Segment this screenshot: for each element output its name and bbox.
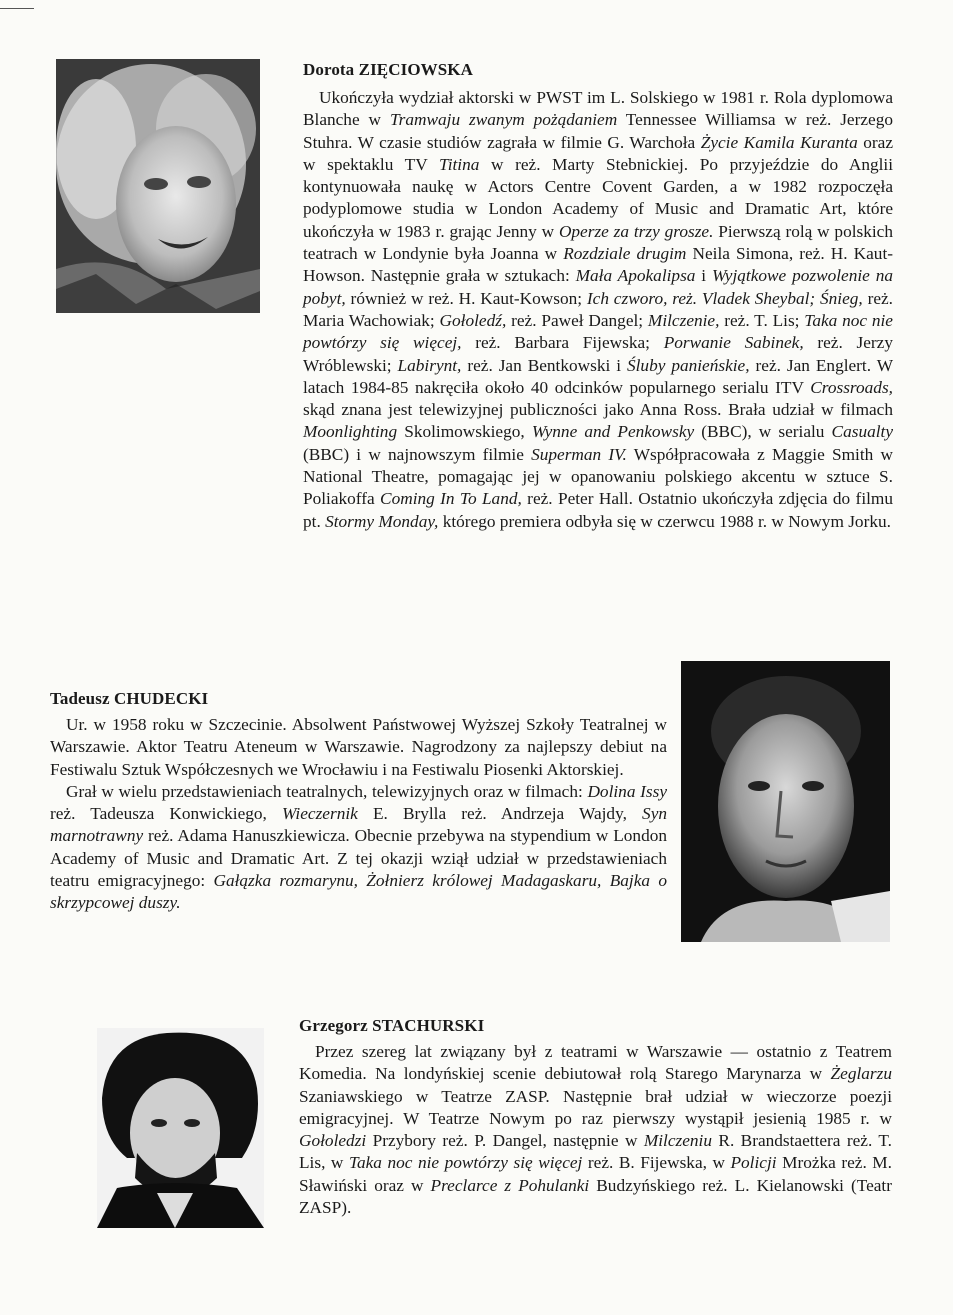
top-rule: [0, 8, 34, 9]
actor-bio-2: Ur. w 1958 roku w Szczecinie. Absolwent Państwowej Wyższej Szkoły Teatralnej w Warszawie. Aktor Teatru Ateneum w Warszawie. Nagrodzony za najlepszy debiut na Festiwalu Sztuk Współczesnych we Wrocławiu i na Festiwalu Piosenki Aktorskiej. Grał w wielu przedstawieniach teatralnych, telewizyjnych oraz w filmach: Dolina Issy reż. Tadeusza Konwickiego, Wieczernik E. Brylla reż. Andrzeja Wajdy, Syn marnotrawny reż. Adama Hanuszkiewicza. Obecnie przebywa na stypendium w London Academy of Music and Dramatic Art. Z tej okazji wziął udział w przedstawieniach teatru emigracyjnego: Gałązka rozmarynu, Żołnierz królowej Madagaskaru, Bajka o skrzypcowej duszy.: [50, 715, 668, 913]
first-name: Dorota: [303, 60, 355, 79]
last-name: STACHURSKI: [372, 1016, 485, 1035]
actor-name-2: [50, 689, 208, 709]
actor-bio-1: Ukończyła wydział aktorski w PWST im L. Solskiego w 1981 r. Rola dyplomowa Blanche w Tramwaju zwanym pożądaniem Tennessee Williamsa w reż. Jerzego Stuhra. W czasie studiów zagrała w filmie G. Warchoła Życie Kamila Kuranta oraz w spektaklu TV Titina w reż. Marty Stebnickiej. Po przyjeździe do Anglii kontynuowała naukę w Actors Centre Covent Garden, a w 1982 rozpoczęła podyplomowe studia w London Academy of Music and Dramatic Art, które ukończyła w 1983 r. grając Jenny w Operze za trzy grosze. Pierwszą rolą w polskich teatrach w Londynie była Joanna w Rozdziale drugim Neila Simona, reż. H. Kaut-Howson. Następnie grała w sztukach: Mała Apokalipsa i Wyjątkowe pozwolenie na pobyt, również w reż. H. Kaut-Kowson; Ich czworo, reż. Vladek Sheybal; Śnieg, reż. Maria Wachowiak; Gołoledź, reż. Paweł Dangel; Milczenie, reż. T. Lis; Taka noc nie powtórzy się więcej, reż. Barbara Fijewska; Porwanie Sabinek, reż. Jerzy Wróblewski; Labirynt, reż. Jan Bentkowski i Śluby panieńskie, reż. Jan Englert. W latach 1984-85 nakręciła około 40 odcinków popularnego serialu ITV Crossroads, skąd znana jest telewizyjnej publiczności jako Anna Ross. Brała udział w filmach Moonlighting Skolimowskiego, Wynne and Penkowsky (BBC), w serialu Casualty (BBC) i w najnowszym filmie Superman IV. Współpracowała z Maggie Smith w National Theatre, pomagając jej w opanowaniu polskiego akcentu w sztuce S. Poliakoffa Coming In To Land, reż. Peter Hall. Ostatnio ukończyła zdjęcia do filmu pt. Stormy Monday, którego premiera odbyła się w czerwcu 1988 r. w Nowym Jorku.: [303, 88, 894, 531]
portrait-photo-dorota: [56, 59, 260, 313]
actor-name-3: [299, 1016, 484, 1036]
actor-name-1: [303, 60, 473, 80]
first-name: Tadeusz: [50, 689, 110, 708]
portrait-photo-tadeusz: [681, 661, 890, 942]
last-name: CHUDECKI: [113, 689, 209, 708]
first-name: Grzegorz: [299, 1016, 368, 1035]
portrait-photo-grzegorz: [97, 1028, 264, 1228]
last-name: ZIĘCIOWSKA: [358, 60, 474, 79]
actor-bio-3: Przez szereg lat związany był z teatrami w Warszawie — ostatnio z Teatrem Komedia. Na londyńskiej scenie debiutował rolą Starego Marynarza w Żeglarzu Szaniawskiego w Teatrze ZASP. Następnie brał udział w wieczorze poezji emigracyjnej. W Teatrze Nowym po raz pierwszy wystąpił jesienią 1985 r. w Gołoledzi Przybory reż. P. Dangel, następnie w Milczeniu R. Brandstaettera reż. T. Lis, w Taka noc nie powtórzy się więcej reż. B. Fijewska, w Policji Mrożka reż. M. Sławiński oraz w Preclarce z Pohulanki Budzyńskiego reż. L. Kielanowski (Teatr ZASP).: [299, 1042, 892, 1218]
